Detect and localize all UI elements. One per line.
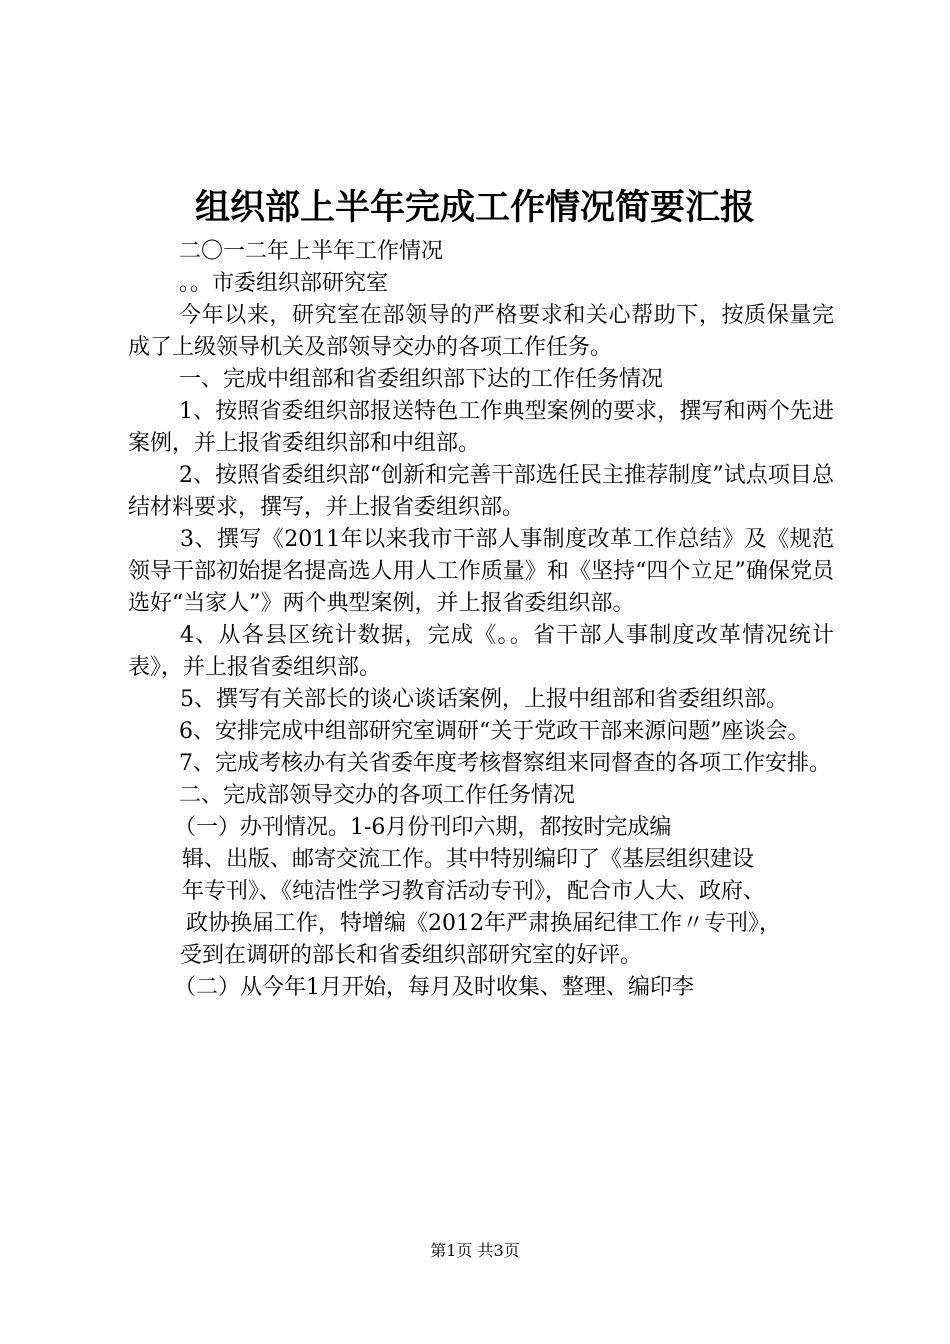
paragraph-item-7: 7、完成考核办有关省委年度考核督察组来同督查的各项工作安排。	[179, 751, 831, 776]
paragraph-item-6: 6、安排完成中组部研究室调研“关于党政干部来源问题”座谈会。	[179, 719, 810, 744]
paragraph-subsection-1-cont-a: 辑、出版、邮寄交流工作。其中特别编印了《基层组织建设	[182, 847, 755, 872]
paragraph-item-3: 3、撰写《2011年以来我市干部人事制度改革工作总结》及《规范领导干部初始提名提高选人用人工作质量》和《坚持“四个立足”确保党员选好“当家人”》两个典型案例，并上报省委组织部。	[128, 527, 834, 616]
paragraph-item-2: 2、按照省委组织部“创新和完善干部选任民主推荐制度”试点项目总结材料要求，撰写，并上报省委组织部。	[128, 463, 834, 520]
paragraph-subsection-2: （二）从今年1月开始，每月及时收集、整理、编印李	[174, 975, 694, 1000]
paragraph-subsection-1-cont-b: 年专刊》、《纯洁性学习教育活动专刊》，配合市人大、政府、	[182, 879, 766, 904]
paragraph-item-1: 1、按照省委组织部报送特色工作典型案例的要求，撰写和两个先进案例，并上报省委组织部和中组部。	[128, 399, 834, 456]
paragraph-subsection-1-cont-c: 政协换届工作，特增编《2012年严肃换届纪律工作〃专刊》，	[186, 911, 781, 936]
paragraph-department: 。。市委组织部研究室	[179, 271, 389, 296]
paragraph-subsection-1-cont-d: 受到在调研的部长和省委组织部研究室的好评。	[180, 943, 643, 968]
document-title: 组织部上半年完成工作情况简要汇报	[194, 187, 755, 228]
paragraph-intro: 今年以来，研究室在部领导的严格要求和关心帮助下，按质保量完成了上级领导机关及部领导交办的各项工作任务。	[128, 303, 834, 360]
section-heading-1: 一、完成中组部和省委组织部下达的工作任务情况	[179, 367, 664, 392]
page-footer: 第1页 共3页	[430, 1241, 520, 1260]
paragraph-item-5: 5、撰写有关部长的谈心谈话案例，上报中组部和省委组织部。	[180, 687, 788, 712]
section-heading-2: 二、完成部领导交办的各项工作任务情况	[179, 783, 576, 808]
paragraph-subtitle: 二〇一二年上半年工作情况	[179, 239, 444, 264]
document-body	[128, 236, 834, 1004]
paragraph-item-4: 4、从各县区统计数据，完成《。。省干部人事制度改革情况统计表》，并上报省委组织部。	[128, 623, 834, 680]
paragraph-subsection-1: （一）办刊情况。1-6月份刊印六期，都按时完成编	[174, 815, 672, 840]
